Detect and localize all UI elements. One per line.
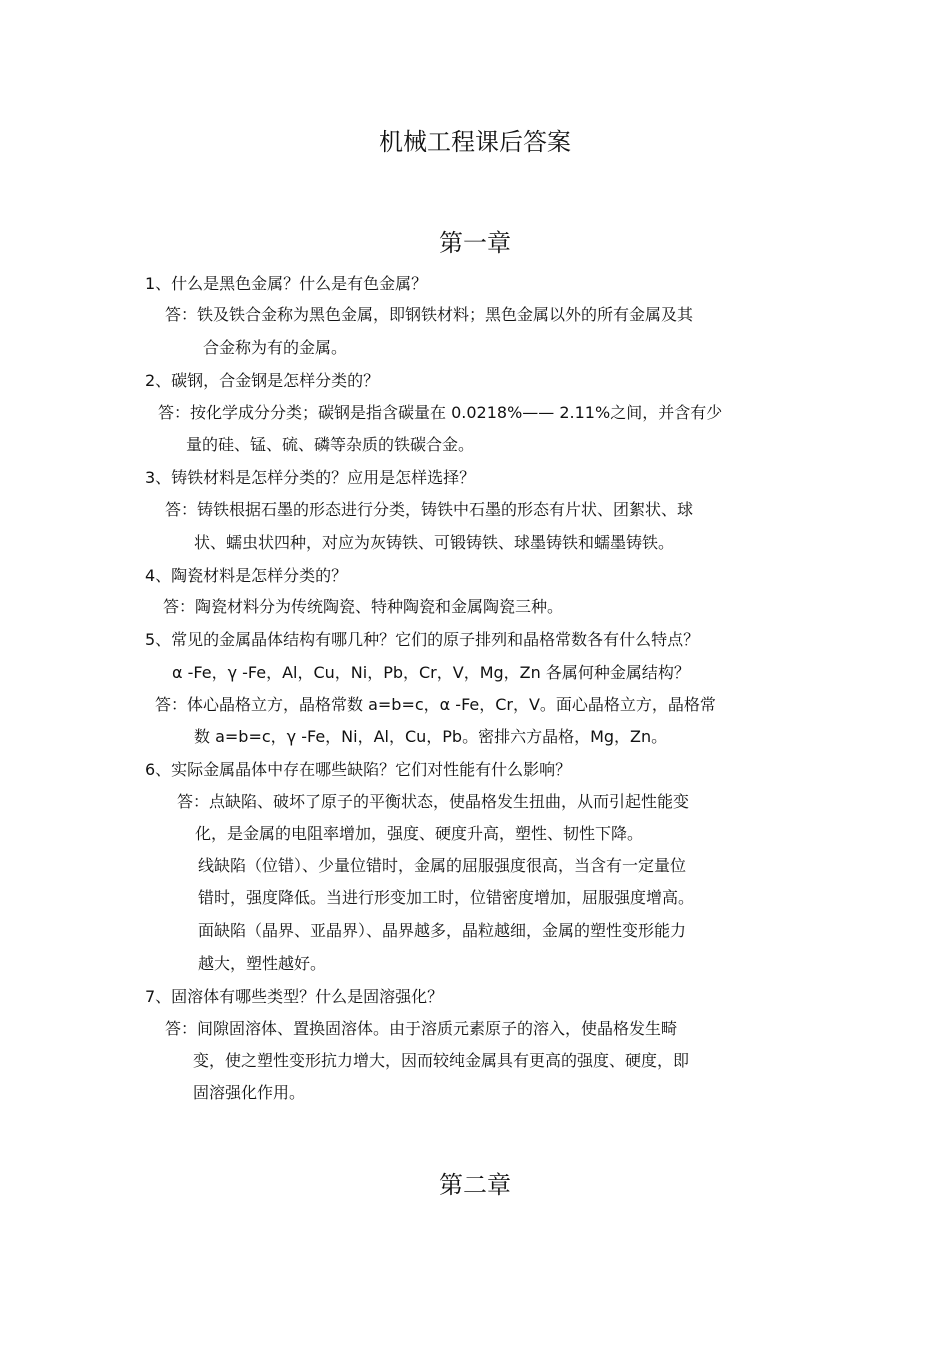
question-line: 1、什么是黑色金属？什么是有色金属？ (145, 274, 428, 293)
answer-line: 合金称为有的金属。 (203, 338, 348, 357)
answer-line: 化，是金属的电阻率增加，强度、硬度升高，塑性、韧性下降。 (195, 824, 644, 843)
answer-line: 答：体心晶格立方，晶格常数 a=b=c，α -Fe，Cr，V。面心晶格立方，晶格常 (155, 695, 716, 714)
answer-line: 线缺陷（位错）、少量位错时，金属的屈服强度很高，当含有一定量位 (198, 856, 687, 875)
question-line: α -Fe，γ -Fe，Al，Cu，Ni，Pb，Cr，V，Mg，Zn 各属何种金属结构？ (172, 663, 690, 682)
chapter-heading: 第一章 (439, 229, 511, 257)
question-line: 4、陶瓷材料是怎样分类的？ (145, 566, 348, 585)
answer-line: 面缺陷（晶界、亚晶界）、晶界越多，晶粒越细，金属的塑性变形能力 (198, 921, 687, 940)
answer-line: 答：按化学成分分类；碳钢是指含碳量在 0.0218%—— 2.11%之间，并含有少 (158, 403, 723, 422)
answer-line: 答：铁及铁合金称为黑色金属，即钢铁材料；黑色金属以外的所有金属及其 (165, 305, 694, 324)
answer-line: 答：陶瓷材料分为传统陶瓷、特种陶瓷和金属陶瓷三种。 (163, 597, 564, 616)
question-line: 5、常见的金属晶体结构有哪几种？它们的原子排列和晶格常数各有什么特点？ (145, 630, 700, 649)
answer-line: 答：铸铁根据石墨的形态进行分类，铸铁中石墨的形态有片状、团絮状、球 (165, 500, 694, 519)
question-line: 7、固溶体有哪些类型？什么是固溶强化？ (145, 987, 444, 1006)
question-line: 6、实际金属晶体中存在哪些缺陷？它们对性能有什么影响？ (145, 760, 572, 779)
question-line: 2、碳钢，合金钢是怎样分类的？ (145, 371, 380, 390)
answer-line: 状、蠕虫状四种，对应为灰铸铁、可锻铸铁、球墨铸铁和蠕墨铸铁。 (194, 533, 675, 552)
answer-line: 越大，塑性越好。 (198, 954, 327, 973)
question-line: 3、铸铁材料是怎样分类的？应用是怎样选择？ (145, 468, 476, 487)
answer-line: 错时，强度降低。当进行形变加工时，位错密度增加，屈服强度增高。 (198, 888, 695, 907)
answer-line: 答：点缺陷、破坏了原子的平衡状态，使晶格发生扭曲，从而引起性能变 (177, 792, 690, 811)
answer-line: 变，使之塑性变形抗力增大，因而较纯金属具有更高的强度、硬度，即 (193, 1051, 690, 1070)
answer-line: 答：间隙固溶体、置换固溶体。由于溶质元素原子的溶入，使晶格发生畸 (165, 1019, 678, 1038)
answer-line: 数 a=b=c，γ -Fe，Ni，Al，Cu，Pb。密排六方晶格，Mg，Zn。 (194, 727, 668, 746)
answer-line: 量的硅、锰、硫、磷等杂质的铁碳合金。 (186, 435, 475, 454)
answer-line: 固溶强化作用。 (193, 1083, 306, 1102)
document-title: 机械工程课后答案 (379, 128, 571, 156)
chapter-heading: 第二章 (439, 1171, 511, 1199)
